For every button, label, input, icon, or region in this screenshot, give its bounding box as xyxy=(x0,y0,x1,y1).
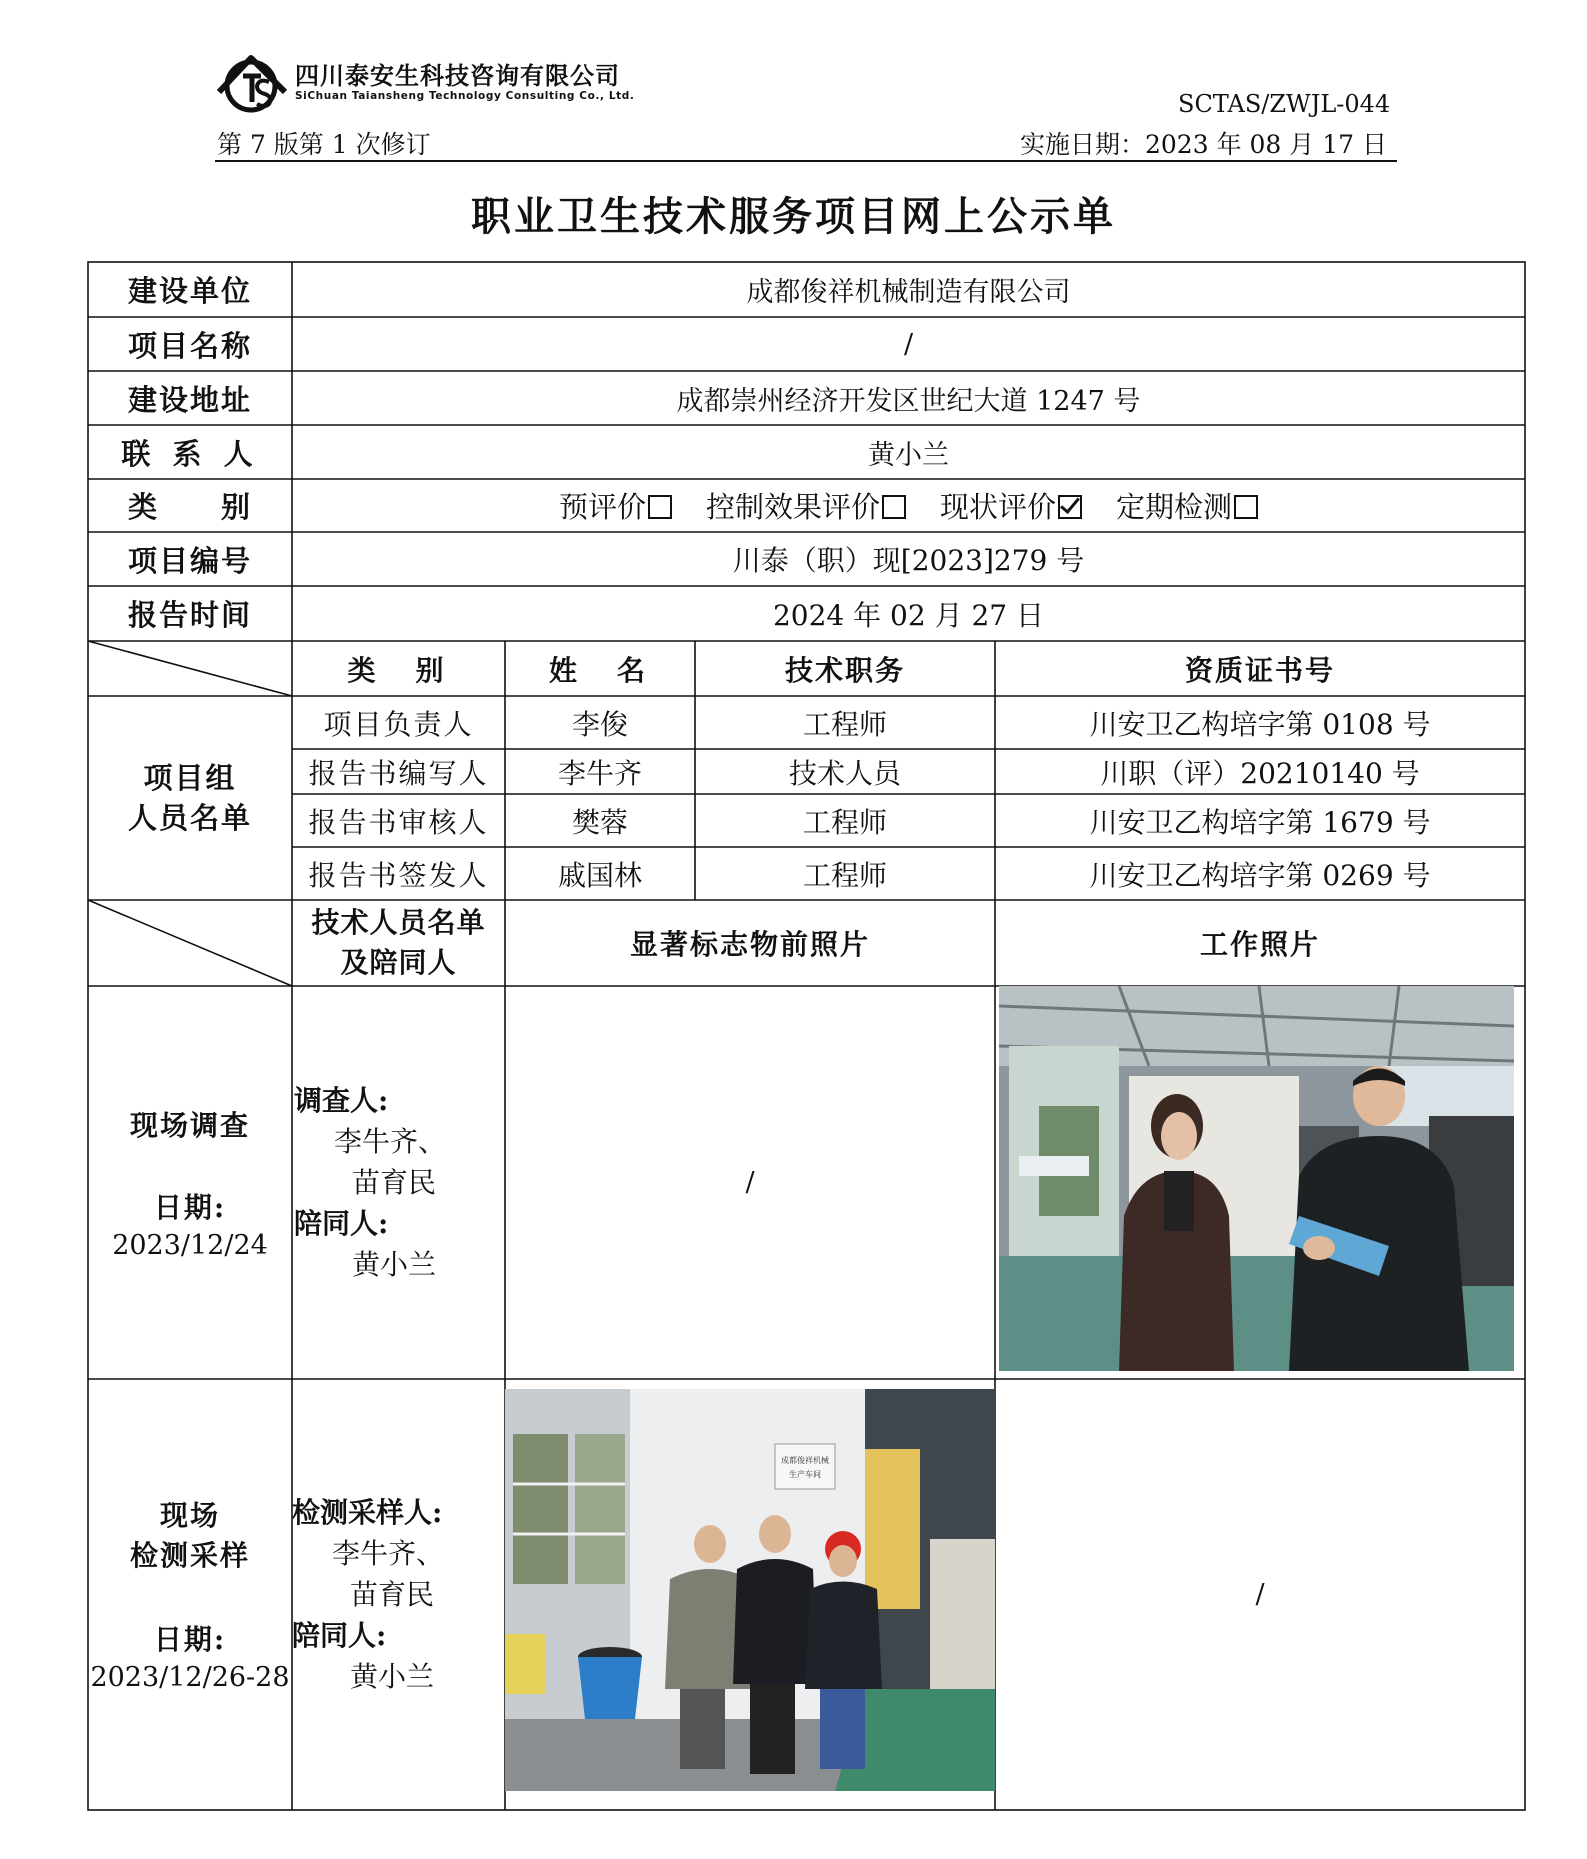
team-section-label: 项目组 人员名单 xyxy=(127,761,252,835)
survey-people: 调查人: 李牛齐、 苗育民 陪同人: 黄小兰 xyxy=(294,1084,447,1281)
team-row-cert: 川安卫乙构培字第 0108 号 xyxy=(1089,707,1431,741)
report-time-label: 报告时间 xyxy=(127,598,252,632)
team-row-title: 技术人员 xyxy=(788,756,901,790)
unit-label: 建设单位 xyxy=(127,274,252,308)
team-row-name: 李牛齐 xyxy=(557,756,642,790)
survey-date: 2023/12/24 xyxy=(112,1230,268,1261)
team-row-role: 报告书审核人 xyxy=(308,805,489,839)
category-control-eval[interactable]: 控制效果评价 xyxy=(706,485,940,526)
team-col-title: 技术职务 xyxy=(784,653,905,687)
team-row-cert: 川职（评）20210140 号 xyxy=(1100,756,1420,790)
sampling-label-cell xyxy=(88,1379,292,1810)
team-row-name: 戚国林 xyxy=(557,858,642,892)
team-row-role: 报告书签发人 xyxy=(308,858,489,892)
address-label: 建设地址 xyxy=(127,382,252,417)
team-row-role: 报告书编写人 xyxy=(308,756,489,790)
team-row-cert: 川安卫乙构培字第 0269 号 xyxy=(1089,858,1431,892)
project-label: 项目名称 xyxy=(127,328,252,363)
category-options xyxy=(292,479,1525,532)
contact-label: 联 系 人 xyxy=(121,436,259,471)
team-row-title: 工程师 xyxy=(802,707,887,741)
address-value: 成都崇州经济开发区世纪大道 1247 号 xyxy=(676,385,1141,417)
team-col-cert: 资质证书号 xyxy=(1184,653,1335,687)
category-pre-eval[interactable]: 预评价 xyxy=(559,485,706,526)
sampling-date: 2023/12/26-28 xyxy=(90,1662,290,1693)
implementation-date: 实施日期：2023 年 08 月 17 日 xyxy=(1020,130,1387,159)
project-value: / xyxy=(903,328,914,360)
survey-label: 现场调查 xyxy=(129,1109,250,1142)
checkbox-icon xyxy=(648,495,672,519)
page-title: 职业卫生技术服务项目网上公示单 xyxy=(471,192,1116,240)
team-row-name: 李俊 xyxy=(571,707,628,741)
sampling-people: 检测采样人: 李牛齐、 苗育民 陪同人: 黄小兰 xyxy=(292,1496,445,1693)
team-row-title: 工程师 xyxy=(802,805,887,839)
team-row-cert: 川安卫乙构培字第 1679 号 xyxy=(1089,805,1431,839)
survey-work-photo xyxy=(999,986,1514,1371)
survey-label-cell xyxy=(88,986,292,1379)
document-code: SCTAS/ZWJL-044 xyxy=(1178,90,1391,118)
sampling-date-label: 日期: xyxy=(153,1623,227,1656)
landmark-photo-header: 显著标志物前照片 xyxy=(629,928,870,961)
contact-value: 黄小兰 xyxy=(868,439,949,471)
checkbox-icon xyxy=(1234,495,1258,519)
team-row-role: 项目负责人 xyxy=(323,707,474,741)
sampling-label-1: 现场 xyxy=(159,1499,220,1532)
survey-landmark-empty: / xyxy=(745,1167,755,1198)
company-name-en: SiChuan Taiansheng Technology Consulting Co., Ltd. xyxy=(295,90,635,102)
tech-list-header: 技术人员名单 及陪同人 xyxy=(311,906,486,979)
checkbox-icon xyxy=(882,495,906,519)
report-time-value: 2024 年 02 月 27 日 xyxy=(772,598,1045,632)
sampling-landmark-photo xyxy=(505,1389,995,1791)
team-row-title: 工程师 xyxy=(802,858,887,892)
sampling-work-empty: / xyxy=(1255,1579,1265,1610)
number-label: 项目编号 xyxy=(127,543,252,578)
category-status-eval[interactable]: 现状评价 xyxy=(940,485,1116,526)
sampling-label-2: 检测采样 xyxy=(129,1539,250,1572)
work-photo-header: 工作照片 xyxy=(1199,928,1320,961)
team-row-name: 樊蓉 xyxy=(571,805,628,839)
svg-text:成都俊祥机械: 成都俊祥机械 xyxy=(781,1456,829,1465)
team-col-name: 姓 名 xyxy=(548,653,651,687)
company-name-cn: 四川泰安生科技咨询有限公司 xyxy=(295,62,620,90)
svg-text:生产车间: 生产车间 xyxy=(789,1470,821,1479)
survey-date-label: 日期: xyxy=(153,1191,227,1224)
checkbox-checked-icon xyxy=(1058,495,1082,519)
version-text: 第 7 版第 1 次修订 xyxy=(217,130,431,159)
category-label: 类 别 xyxy=(127,490,252,524)
number-value: 川泰（职）现[2023]279 号 xyxy=(732,544,1085,577)
unit-value: 成都俊祥机械制造有限公司 xyxy=(746,277,1071,308)
team-col-role: 类 别 xyxy=(347,653,450,687)
category-periodic-test[interactable]: 定期检测 xyxy=(1116,485,1258,526)
